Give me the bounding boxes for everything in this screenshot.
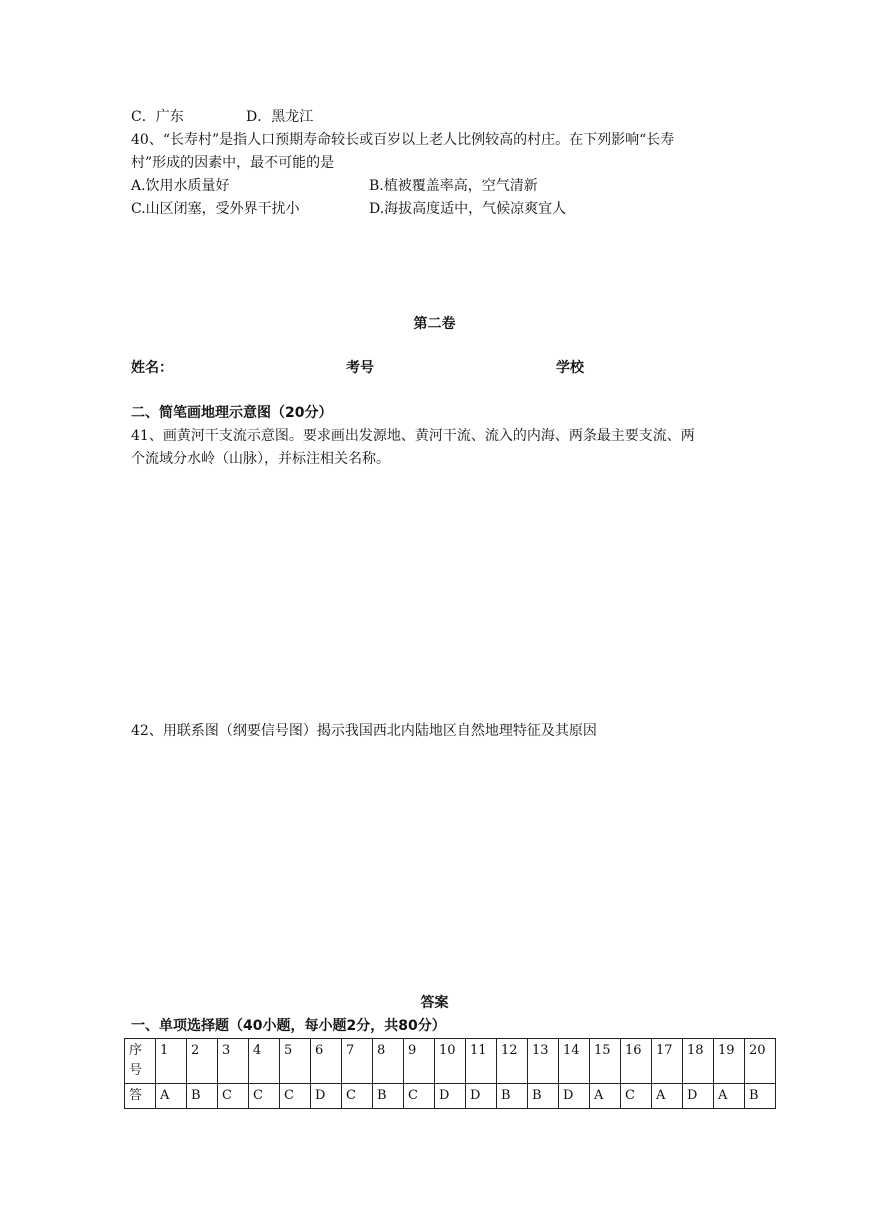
letter-cell: A bbox=[714, 1084, 745, 1109]
number-cell: 13 bbox=[528, 1039, 559, 1084]
q40-option-b: B.植被覆盖率高，空气清新 bbox=[369, 178, 538, 194]
letter-cell: B bbox=[187, 1084, 218, 1109]
q40-option-a: A.饮用水质量好 bbox=[131, 178, 230, 194]
number-cell: 12 bbox=[497, 1039, 528, 1084]
letter-cell: C bbox=[342, 1084, 373, 1109]
answer-table bbox=[124, 1038, 776, 1109]
number-cell: 9 bbox=[404, 1039, 435, 1084]
letter-cell: D bbox=[466, 1084, 497, 1109]
letter-cell: B bbox=[373, 1084, 404, 1109]
answer-number-row bbox=[125, 1039, 776, 1084]
q42-text: 42、用联系图（纲要信号图）揭示我国西北内陆地区自然地理特征及其原因 bbox=[131, 723, 597, 739]
number-cell: 14 bbox=[559, 1039, 590, 1084]
section2-heading: 二、简笔画地理示意图（20分） bbox=[131, 405, 333, 421]
school-label: 学校 bbox=[556, 360, 584, 376]
answer-letter-row bbox=[125, 1084, 776, 1109]
number-cell: 8 bbox=[373, 1039, 404, 1084]
number-row-header-line1: 序 bbox=[129, 1043, 143, 1058]
number-cell: 4 bbox=[249, 1039, 280, 1084]
number-cell: 1 bbox=[156, 1039, 187, 1084]
q39-option-c: C．广东 bbox=[131, 109, 184, 125]
letter-cell: D bbox=[435, 1084, 466, 1109]
letter-cell: A bbox=[652, 1084, 683, 1109]
name-label: 姓名： bbox=[131, 360, 173, 376]
q40-stem-line2: 村”形成的因素中，最不可能的是 bbox=[131, 155, 335, 171]
letter-cell: D bbox=[683, 1084, 714, 1109]
letter-cell: C bbox=[621, 1084, 652, 1109]
number-cell: 16 bbox=[621, 1039, 652, 1084]
letter-cell: A bbox=[590, 1084, 621, 1109]
number-cell: 20 bbox=[745, 1039, 776, 1084]
number-cell: 5 bbox=[280, 1039, 311, 1084]
letter-cell: B bbox=[497, 1084, 528, 1109]
answers-title: 答案 bbox=[420, 995, 449, 1011]
number-cell: 10 bbox=[435, 1039, 466, 1084]
letter-cell: A bbox=[156, 1084, 187, 1109]
number-cell: 18 bbox=[683, 1039, 714, 1084]
number-row-header bbox=[125, 1039, 156, 1084]
letter-cell: D bbox=[311, 1084, 342, 1109]
number-cell: 15 bbox=[590, 1039, 621, 1084]
number-cell: 6 bbox=[311, 1039, 342, 1084]
q39-option-d: D．黑龙江 bbox=[246, 109, 314, 125]
letter-cell: B bbox=[745, 1084, 776, 1109]
letter-cell: C bbox=[404, 1084, 435, 1109]
letter-cell: C bbox=[218, 1084, 249, 1109]
number-cell: 7 bbox=[342, 1039, 373, 1084]
q41-line2: 个流域分水岭（山脉），并标注相关名称。 bbox=[131, 451, 390, 467]
number-cell: 17 bbox=[652, 1039, 683, 1084]
q40-option-c: C.山区闭塞，受外界干扰小 bbox=[131, 201, 300, 217]
letter-row-header: 答 bbox=[125, 1084, 156, 1109]
answers-section-heading: 一、单项选择题（40小题，每小题2分，共80分） bbox=[131, 1018, 446, 1034]
number-cell: 3 bbox=[218, 1039, 249, 1084]
q41-line1: 41、画黄河干支流示意图。要求画出发源地、黄河干流、流入的内海、两条最主要支流、两 bbox=[131, 428, 695, 444]
q40-stem-line1: 40、“长寿村”是指人口预期寿命较长或百岁以上老人比例较高的村庄。在下列影响“长寿 bbox=[131, 132, 675, 148]
part2-title: 第二卷 bbox=[413, 316, 456, 332]
letter-cell: C bbox=[280, 1084, 311, 1109]
number-cell: 2 bbox=[187, 1039, 218, 1084]
letter-cell: B bbox=[528, 1084, 559, 1109]
letter-cell: C bbox=[249, 1084, 280, 1109]
number-row-header-line2: 号 bbox=[129, 1063, 143, 1078]
q40-option-d: D.海拔高度适中，气候凉爽宜人 bbox=[369, 201, 567, 217]
letter-cell: D bbox=[559, 1084, 590, 1109]
exam-number-label: 考号 bbox=[346, 360, 374, 376]
number-cell: 11 bbox=[466, 1039, 497, 1084]
number-cell: 19 bbox=[714, 1039, 745, 1084]
